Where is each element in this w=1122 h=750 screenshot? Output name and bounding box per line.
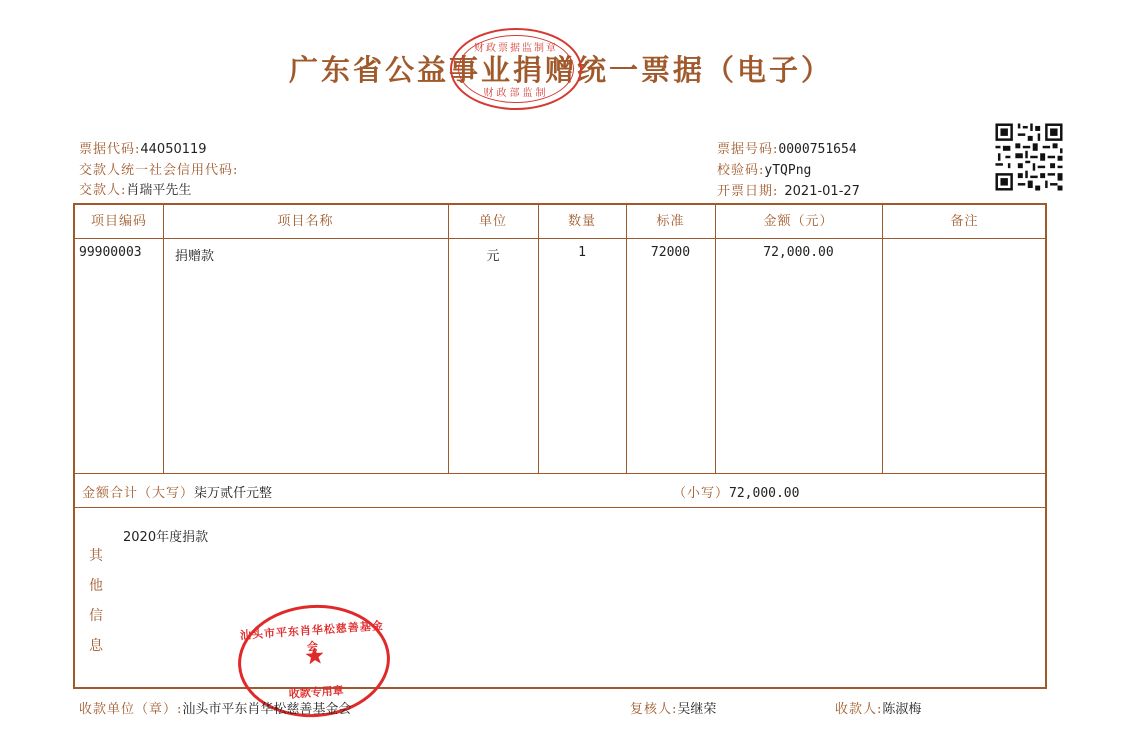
col-header-amount: 金额（元） [763, 214, 834, 229]
invoice-number-label: 票据号码: [717, 142, 779, 157]
invoice-number-row [717, 138, 857, 157]
other-label-1: 其 [89, 548, 103, 564]
payee-stamp: 汕头市平东肖华松慈善基金会 收款专用章 [234, 600, 393, 722]
invoice-table [73, 203, 1047, 689]
invoice-code-row [79, 138, 207, 157]
total-small-row [673, 482, 799, 501]
payee-label: 收款人: [835, 702, 883, 717]
check-code-label: 校验码: [717, 163, 765, 178]
payer-label: 交款人: [79, 183, 127, 198]
total-row [82, 482, 272, 501]
total-small-value: 72,000.00 [729, 486, 800, 501]
payee-unit-value: 汕头市平东肖华松慈善基金会 [182, 702, 352, 717]
payee-unit-row [79, 698, 351, 717]
qr-code-icon [993, 121, 1065, 193]
credit-code-row [79, 159, 238, 178]
col-header-qty: 数量 [567, 214, 596, 229]
check-code-value: yTQPng [764, 163, 812, 178]
row-qty: 1 [578, 245, 586, 260]
reviewer-value: 吴继荣 [677, 702, 717, 717]
payee-row [835, 698, 921, 717]
issue-date-value: 2021-01-27 [784, 184, 860, 199]
payer-value: 肖瑞平先生 [126, 183, 192, 198]
check-code-row [717, 159, 811, 178]
col-header-std: 标准 [656, 214, 685, 229]
other-info-text: 2020年度捐款 [123, 530, 209, 545]
issue-date-row [717, 180, 860, 199]
invoice-code-label: 票据代码: [79, 142, 141, 157]
row-amount: 72,000.00 [763, 245, 834, 260]
invoice-number-value: 0000751654 [778, 142, 857, 157]
other-label-2: 他 [89, 578, 103, 594]
total-label: 金额合计（大写） [82, 486, 195, 501]
col-header-code: 项目编码 [90, 214, 147, 229]
payer-row [79, 179, 191, 198]
reviewer-label: 复核人: [630, 702, 678, 717]
row-name: 捐赠款 [175, 249, 215, 264]
reviewer-row [630, 698, 716, 717]
finance-stamp: 财政票据监制章 财政部监制 [450, 28, 582, 110]
col-header-note: 备注 [950, 214, 979, 229]
col-header-name: 项目名称 [277, 214, 334, 229]
row-code: 99900003 [79, 245, 142, 260]
other-label-3: 信 [89, 608, 103, 624]
total-upper-value: 柒万贰仟元整 [194, 486, 273, 501]
document-title: 广东省公益事业捐赠统一票据（电子） [288, 53, 833, 87]
payee-value: 陈淑梅 [882, 702, 922, 717]
total-small-label: （小写） [673, 486, 730, 501]
credit-code-label: 交款人统一社会信用代码: [79, 163, 239, 178]
other-label-4: 息 [89, 638, 103, 654]
row-unit: 元 [486, 249, 500, 264]
invoice-code-value: 44050119 [140, 142, 207, 157]
row-std: 72000 [650, 245, 691, 260]
col-header-unit: 单位 [478, 214, 507, 229]
issue-date-label: 开票日期: [717, 184, 779, 199]
payee-unit-label: 收款单位（章）: [79, 702, 183, 717]
